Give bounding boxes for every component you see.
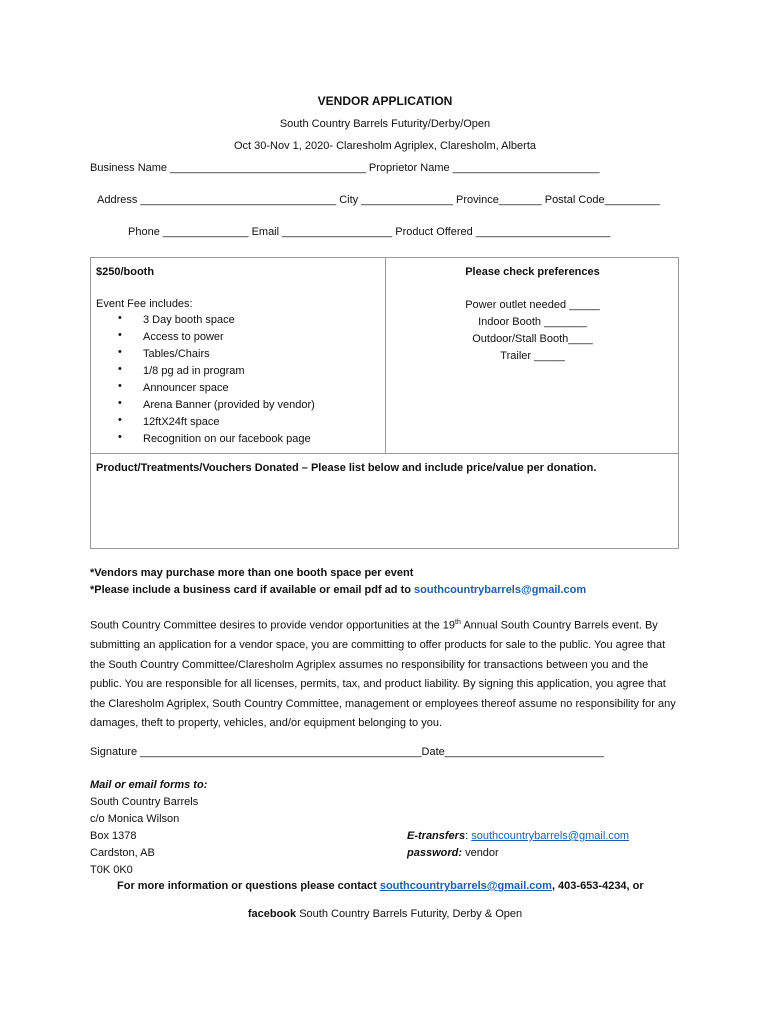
terms-text-part2: Annual South Country Barrels event. By submitting an application for a vendor space, you are committing to offer products for sale to the public. You agree that the South Country Committee/Claresholm Agriplex assumes no responsibility for transactions between you and the public. You are responsible for all licenses, permits, tax, and product liability. By signing this application, you agree that the Claresholm Agriplex, South Country Committee, management or employees thereof assume no responsibility for any damages, theft to property, vehicles, and/or equipment belonging to you. <box>90 619 676 730</box>
page-title: VENDOR APPLICATION <box>317 94 453 108</box>
list-item: 3 Day booth space <box>143 314 235 326</box>
facebook-line <box>0 908 770 920</box>
bullet-icon: • <box>118 363 122 375</box>
pref-outdoor-stall[interactable]: Outdoor/Stall Booth____ <box>472 333 593 345</box>
list-item: 1/8 pg ad in program <box>143 365 245 377</box>
event-subtitle: South Country Barrels Futurity/Derby/Open <box>279 118 491 130</box>
terms-ordinal-suffix: th <box>455 619 461 626</box>
event-dates-location: Oct 30-Nov 1, 2020- Claresholm Agriplex, Claresholm, Alberta <box>233 140 537 152</box>
password-value: vendor <box>462 847 499 859</box>
phone-email-line[interactable]: Phone ______________ Email __________________ Product Offered ______________________ <box>128 226 611 238</box>
contact-info-text: For more information or questions please contact <box>117 880 380 892</box>
etransfer-separator: : <box>465 830 472 842</box>
mail-heading: Mail or email forms to: <box>90 779 208 791</box>
address-line[interactable]: Address ________________________________ City _______________ Province_______ Postal Code_________ <box>97 194 660 206</box>
terms-text-part1: South Country Committee desires to provide vendor opportunities at the 19 <box>90 619 456 632</box>
bullet-icon: • <box>118 346 122 358</box>
mail-line: Cardston, AB <box>90 847 155 859</box>
preferences-title: Please check preferences <box>465 266 600 278</box>
bullet-icon: • <box>118 414 122 426</box>
bullet-icon: • <box>118 312 122 324</box>
fee-includes-label: Event Fee includes: <box>96 298 193 310</box>
email-link[interactable]: southcountrybarrels@gmail.com <box>414 584 587 596</box>
list-item: Arena Banner (provided by vendor) <box>143 399 315 411</box>
pref-trailer[interactable]: Trailer _____ <box>500 350 565 362</box>
etransfer-line <box>407 830 629 842</box>
facebook-page-name: South Country Barrels Futurity, Derby & Open <box>296 908 523 920</box>
mail-line: T0K 0K0 <box>90 864 133 876</box>
list-item: Recognition on our facebook page <box>143 433 311 445</box>
list-item: Access to power <box>143 331 224 343</box>
bullet-icon: • <box>118 431 122 443</box>
donation-prompt: Product/Treatments/Vouchers Donated – Please list below and include price/value per donation. <box>96 462 597 474</box>
contact-email-link[interactable]: southcountrybarrels@gmail.com <box>379 880 552 892</box>
list-item: 12ftX24ft space <box>143 416 220 428</box>
note-business-card <box>90 584 586 596</box>
etransfer-label: E-transfers <box>407 830 466 842</box>
bullet-icon: • <box>118 380 122 392</box>
password-label: password: <box>407 847 463 859</box>
mail-line: Box 1378 <box>90 830 137 842</box>
list-item: Announcer space <box>143 382 229 394</box>
business-name-line[interactable]: Business Name ________________________________ Proprietor Name ________________________ <box>90 162 600 174</box>
table-divider-horizontal <box>90 453 679 454</box>
mail-line: South Country Barrels <box>90 796 199 808</box>
terms-paragraph <box>90 613 680 734</box>
list-item: Tables/Chairs <box>143 348 210 360</box>
facebook-label: facebook <box>247 908 297 920</box>
bullet-icon: • <box>118 397 122 409</box>
bullet-icon: • <box>118 329 122 341</box>
etransfer-email-link[interactable]: southcountrybarrels@gmail.com <box>471 830 630 842</box>
contact-info-line <box>117 880 644 892</box>
note-multiple-booths: *Vendors may purchase more than one booth space per event <box>90 567 414 579</box>
pref-power-outlet[interactable]: Power outlet needed _____ <box>465 299 600 311</box>
note-business-card-text: *Please include a business card if available or email pdf ad to <box>90 584 415 596</box>
password-line <box>407 847 499 859</box>
booth-fee: $250/booth <box>96 266 155 278</box>
contact-phone: , 403-653-4234, or <box>551 880 644 892</box>
signature-date-line[interactable]: Signature ______________________________________________Date__________________________ <box>90 746 604 758</box>
mail-line: c/o Monica Wilson <box>90 813 180 825</box>
pref-indoor-booth[interactable]: Indoor Booth _______ <box>478 316 587 328</box>
